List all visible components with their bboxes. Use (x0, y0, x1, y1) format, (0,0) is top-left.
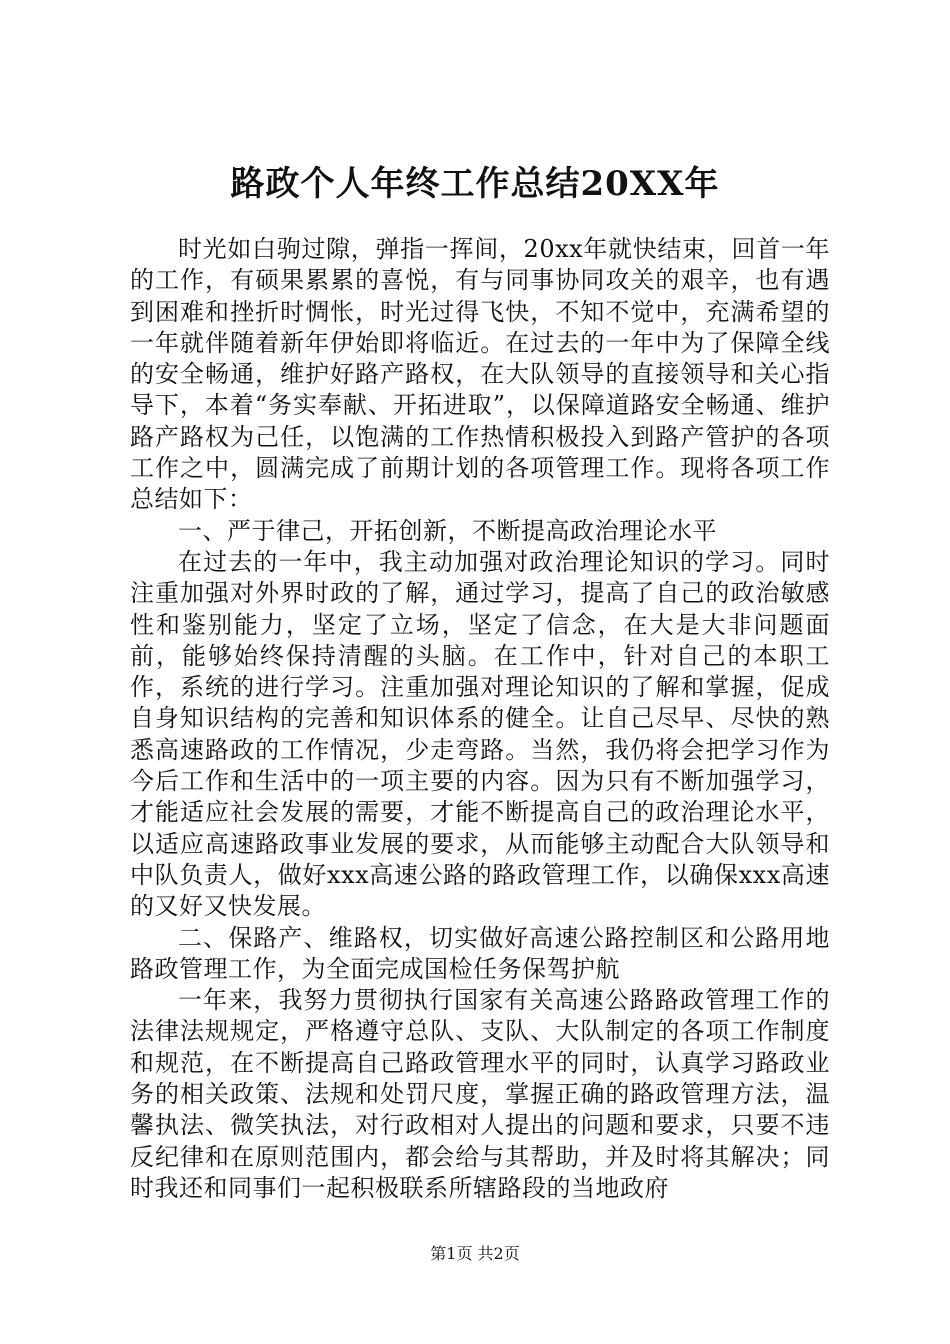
document-title: 路政个人年终工作总结20XX年 (230, 164, 720, 204)
document-body (130, 234, 830, 1204)
section-heading-1: 一、严于律己，开拓创新，不断提高政治理论水平 (178, 516, 717, 545)
section-heading-2: 二、保路产、维路权，切实做好高速公路控制区和公路用地路政管理工作，为全面完成国检任务保驾护航 (130, 923, 830, 983)
section-1-paragraph: 在过去的一年中，我主动加强对政治理论知识的学习。同时注重加强对外界时政的了解，通过学习，提高了自己的政治敏感性和鉴别能力，坚定了立场，坚定了信念，在大是大非问题面前，能够始终保持清醒的头脑。在工作中，针对自己的本职工作，系统的进行学习。注重加强对理论知识的了解和掌握，促成自身知识结构的完善和知识体系的健全。让自己尽早、尽快的熟悉高速路政的工作情况，少走弯路。当然，我仍将会把学习作为今后工作和生活中的一项主要的内容。因为只有不断加强学习，才能适应社会发展的需要，才能不断提高自己的政治理论水平，以适应高速路政事业发展的要求，从而能够主动配合大队领导和中队负责人，做好xxx高速公路的路政管理工作，以确保xxx高速的又好又快发展。 (130, 547, 830, 921)
intro-paragraph: 时光如白驹过隙，弹指一挥间，20xx年就快结束，回首一年的工作，有硕果累累的喜悦，有与同事协同攻关的艰辛，也有遇到困难和挫折时惆怅，时光过得飞快，不知不觉中，充满希望的一年就伴随着新年伊始即将临近。在过去的一年中为了保障全线的安全畅通，维护好路产路权，在大队领导的直接领导和关心指导下，本着“务实奉献、开拓进取”，以保障道路安全畅通、维护路产路权为己任，以饱满的工作热情积极投入到路产管护的各项工作之中，圆满完成了前期计划的各项管理工作。现将各项工作总结如下： (130, 235, 830, 514)
page-footer: 第1页 共2页 (430, 1244, 520, 1263)
section-2-paragraph: 一年来，我努力贯彻执行国家有关高速公路路政管理工作的法律法规规定，严格遵守总队、支队、大队制定的各项工作制度和规范，在不断提高自己路政管理水平的同时，认真学习路政业务的相关政策、法规和处罚尺度，掌握正确的路政管理方法，温馨执法、微笑执法，对行政相对人提出的问题和要求，只要不违反纪律和在原则范围内，都会给与其帮助，并及时将其解决；同时我还和同事们一起积极联系所辖路段的当地政府 (130, 986, 830, 1202)
